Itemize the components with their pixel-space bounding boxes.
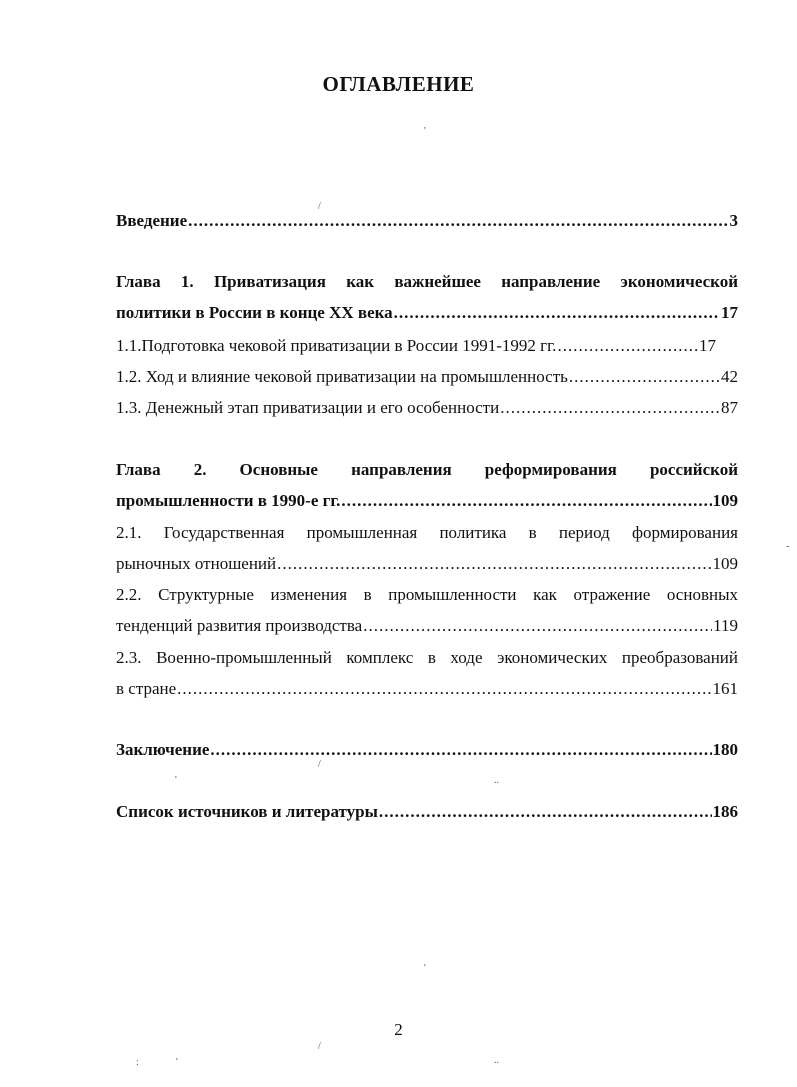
toc-page-number: 42: [721, 367, 738, 386]
scan-speck: ': [424, 963, 426, 974]
toc-section-1-1: [116, 335, 716, 357]
toc-entry-intro: [116, 210, 738, 232]
toc-chapter-2-line1: Глава 2. Основные направления реформирования российской: [116, 460, 738, 479]
dot-leader: [363, 615, 712, 637]
dot-leader: [394, 302, 720, 324]
toc-entry-text: Введение: [116, 211, 188, 230]
toc-section-2-1-line2: [116, 553, 738, 575]
toc-section-2-3-line2: [116, 678, 738, 700]
toc-page-number: 161: [712, 679, 738, 698]
dot-leader: [341, 490, 711, 512]
toc-page-number: 17: [721, 303, 738, 322]
dot-leader: [277, 553, 711, 575]
scan-speck: ..: [494, 1055, 499, 1066]
toc-section-1-2: [116, 366, 738, 388]
scan-speck: ': [176, 1057, 178, 1068]
toc-entry-text: политики в России в конце XX века: [116, 303, 393, 322]
dot-leader: [177, 678, 711, 700]
toc-section-2-1-line1: 2.1. Государственная промышленная политика в период формирования: [116, 523, 738, 542]
toc-entry-text: рыночных отношений: [116, 554, 277, 573]
scan-speck: ': [424, 126, 426, 137]
toc-chapter-2-line2: [116, 490, 738, 512]
dot-leader: [569, 366, 720, 388]
toc-entry-text: тенденций развития производства: [116, 616, 363, 635]
page-title: ОГЛАВЛЕНИЕ: [322, 72, 475, 96]
dot-leader: [210, 739, 711, 761]
toc-page-number: 186: [712, 802, 738, 821]
scan-speck: ': [175, 775, 177, 786]
toc-page-number: 109: [712, 554, 738, 573]
toc-section-2-2-line1: 2.2. Структурные изменения в промышленности как отражение основных: [116, 585, 738, 604]
toc-page-number: 109: [712, 491, 738, 510]
toc-section-2-3-line1: 2.3. Военно-промышленный комплекс в ходе экономических преобразований: [116, 648, 738, 667]
toc-entry-sources: [116, 801, 738, 823]
toc-entry-text: в стране: [116, 679, 177, 698]
dot-leader: [500, 397, 720, 419]
toc-section-2-2-line2: [116, 615, 738, 637]
toc-page-number: 180: [712, 740, 738, 759]
toc-entry-text: 1.2. Ход и влияние чековой приватизации на промышленность: [116, 367, 568, 386]
scan-speck: /: [318, 759, 321, 770]
toc-chapter-1-line1: Глава 1. Приватизация как важнейшее направление экономической: [116, 272, 738, 291]
toc-entry-text: Заключение: [116, 740, 210, 759]
toc-entry-text: 1.3. Денежный этап приватизации и его особенности: [116, 398, 500, 417]
dot-leader: [188, 210, 728, 232]
toc-page-number: 119: [713, 616, 738, 635]
toc-chapter-1-line2: [116, 302, 738, 324]
toc-entry-text: 1.1.Подготовка чековой приватизации в России 1991-1992 гг.: [116, 336, 557, 355]
dot-leader: [557, 335, 698, 357]
toc-page-number: 3: [729, 211, 738, 230]
scan-speck: /: [318, 1041, 321, 1052]
scan-speck: ..: [494, 775, 499, 786]
scan-speck: /: [318, 201, 321, 212]
toc-page-number: 87: [721, 398, 738, 417]
toc-page-number: 17: [699, 336, 716, 355]
page-number: 2: [394, 1020, 403, 1039]
toc-entry-text: Список источников и литературы: [116, 802, 378, 821]
toc-entry-conclusion: [116, 739, 738, 761]
dot-leader: [379, 801, 712, 823]
scan-speck: :: [136, 1057, 139, 1068]
toc-section-1-3: [116, 397, 738, 419]
scan-speck: -: [786, 541, 790, 552]
toc-entry-text: промышленности в 1990-е гг.: [116, 491, 341, 510]
